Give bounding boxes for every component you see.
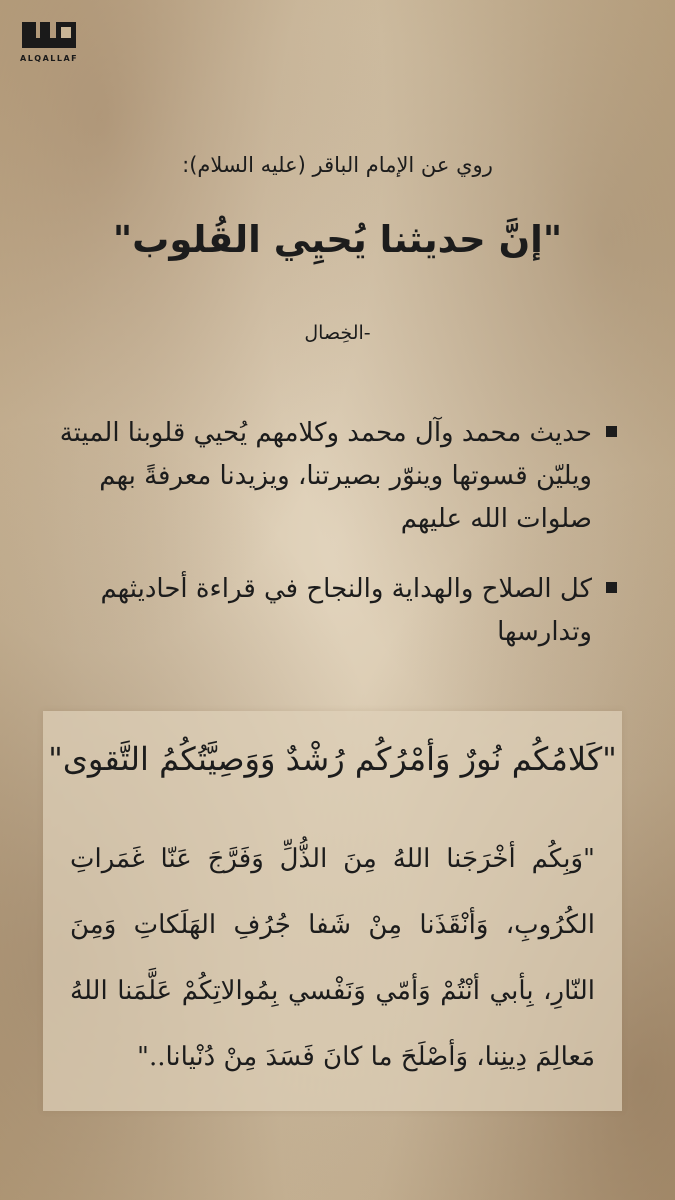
bullet-item [50,568,620,654]
bullet-text: كل الصلاح والهداية والنجاح في قراءة أحاديثهم وتدارسها [100,574,592,647]
hadith-quote: "إنَّ حديثنا يُحيِي القُلوب" [112,218,563,261]
bullet-text: حديث محمد وآل محمد وكلامهم يُحيي قلوبنا الميتة ويليّن قسوتها وينوّر بصيرتنا، ويزيدنا معرفةً بهم صلوات الله عليهم [59,418,592,534]
hadith-source: -الخِصال [304,322,371,344]
bullet-list [50,412,620,681]
square-bullet-icon [606,582,617,593]
ziyara-title: "كَلامُكُم نُورٌ وَأمْرُكُم رُشْدٌ وَوَصِيَّتُكُمُ التَّقوى" [48,740,617,778]
narration-intro: روي عن الإمام الباقر (عليه السلام): [182,153,493,177]
logo-text: ALQALLAF [20,54,79,63]
bullet-item [50,412,620,541]
logo-mark-icon [20,18,80,52]
square-bullet-icon [606,426,617,437]
ziyara-body: "وَبِكُم أخْرَجَنا اللهُ مِنَ الذُّلِّ وَفَرَّجَ عَنّا غَمَراتِ الكُرُوبِ، وَأنْقَذَنا مِنْ شَفا جُرُفِ الهَلَكاتِ وَمِنَ النّارِ، بِأبي أنْتُمْ وَأمّي وَنَفْسي بِمُوالاتِكُمْ عَلَّمَنا اللهُ مَعالِمَ دِينِنا، وَأصْلَحَ ما كانَ فَسَدَ مِنْ دُنْيانا.." [70,844,595,1072]
brand-logo [20,18,82,64]
